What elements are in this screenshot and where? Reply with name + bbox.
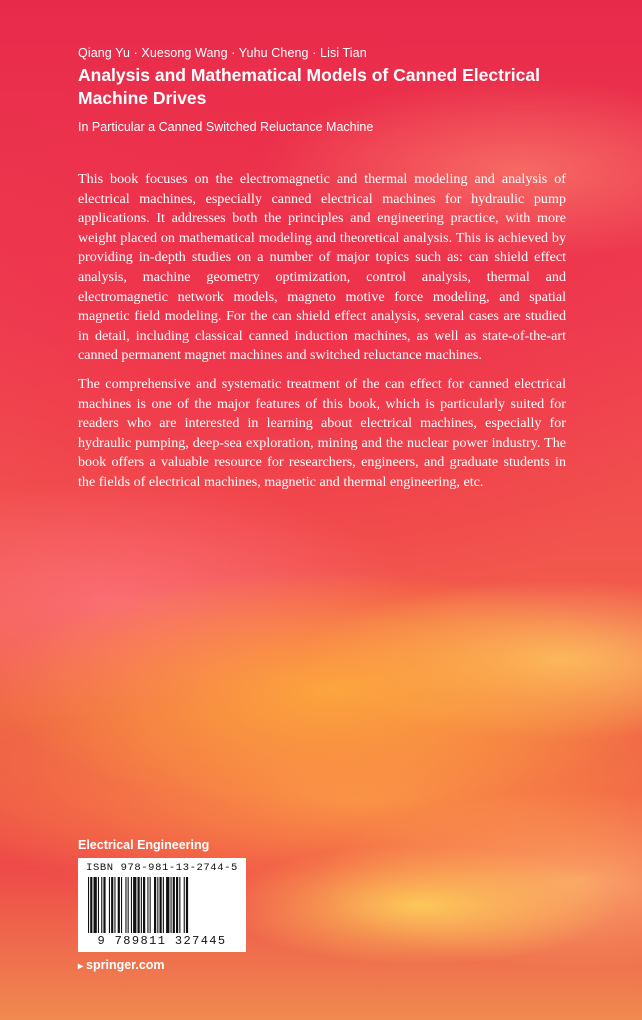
description-paragraph-1: This book focuses on the electromagnetic and thermal modeling and analysis of electrical machines, especially canned electrical machines for hydraulic pump applications. It addresses both the principles and engineering practice, with more weight placed on mathematical modeling and theoretical analysis. This is achieved by providing in-depth studies on a number of major topics such as: can shield effect analysis, machine geometry optimization, control analysis, thermal and electromagnetic network models, magneto motive force modeling, and spatial magnetic field modeling. For the can shield effect analysis, several cases are studied in detail, including classical canned induction machines, as well as state-of-the-art canned permanent magnet machines and switched reluctance machines.: [78, 171, 566, 364]
description-paragraph-2: The comprehensive and systematic treatment of the can effect for canned electrical machines is one of the major features of this book, which is particularly suited for readers who are interested in learning about electrical machines, especially for hydraulic pumping, deep-sea exploration, mining and the nuclear power industry. The book offers a valuable resource for researchers, engineers, and graduate students in the fields of electrical machines, magnetic and thermal engineering, etc.: [78, 375, 566, 490]
book-description: [78, 170, 566, 502]
publisher-url: springer.com: [86, 958, 165, 972]
arrow-icon: ▸: [78, 961, 84, 972]
barcode-icon: [86, 877, 238, 933]
book-title: Analysis and Mathematical Models of Canned Electrical Machine Drives: [78, 65, 540, 108]
series-label: Electrical Engineering: [78, 838, 210, 852]
barcode-digits: 9 789811 327445: [97, 934, 227, 948]
author-list: Qiang Yu · Xuesong Wang · Yuhu Cheng · Lisi Tian: [78, 46, 367, 60]
isbn-label: ISBN 978-981-13-2744-5: [86, 862, 238, 874]
book-subtitle: In Particular a Canned Switched Reluctance Machine: [78, 120, 374, 134]
publisher-link[interactable]: [78, 958, 165, 972]
isbn-barcode: [78, 858, 246, 952]
